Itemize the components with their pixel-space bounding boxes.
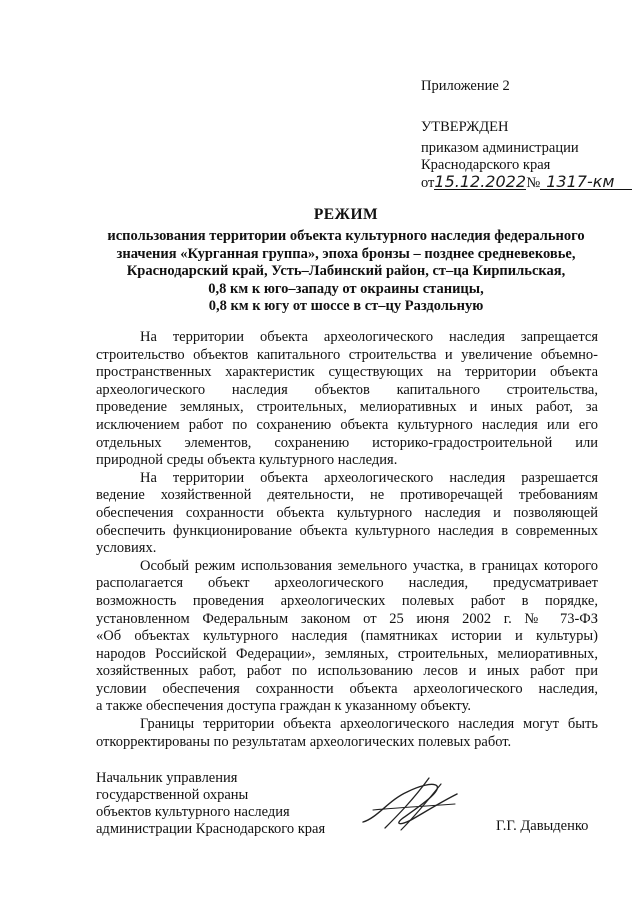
body-line: Особый режим использования земельного участка, в границах которого	[140, 557, 598, 574]
from-prefix: от	[421, 175, 435, 191]
body-line: ведение хозяйственной деятельности, не противоречащей требованиям	[96, 487, 598, 504]
signatory-position	[96, 770, 325, 838]
body-line: археологического наследия объектов капитального строительства,	[96, 381, 598, 398]
approval-line-1: приказом администрации	[421, 140, 579, 156]
subtitle-line: 0,8 км к югу от шоссе в ст–цу Раздольную	[208, 298, 484, 314]
body-line: проведение земляных, строительных, мелиоративных и иных работ, за	[96, 399, 598, 416]
approval-block	[421, 119, 632, 192]
approval-line-2: Краснодарского края	[421, 157, 551, 173]
document-body	[96, 329, 598, 751]
body-line: возможность проведения археологических полевых работ в порядке,	[96, 592, 598, 609]
handwritten-signature	[355, 770, 465, 840]
body-line: строительство объектов капитального строительства и увеличение объемно-	[96, 346, 598, 363]
subtitle-line: использования территории объекта культурного наследия федерального	[107, 228, 585, 244]
body-line: обеспечить функционирование объекта культурного наследия в современных	[96, 522, 598, 539]
body-line: условии обеспечения сохранности объекта археологического наследия,	[96, 680, 598, 697]
body-line: хозяйственных работ, работ по использованию лесов и иных работ при	[96, 663, 598, 680]
body-line: «Об объектах культурного наследия (памятниках истории и культуры)	[96, 628, 598, 645]
handwritten-number: 1317-км	[540, 174, 632, 190]
subtitle-line: значения «Курганная группа», эпоха бронзы – позднее средневековье,	[116, 245, 576, 262]
handwritten-date: 15.12.2022	[434, 172, 527, 191]
position-line: государственной охраны	[96, 787, 249, 803]
position-line: Начальник управления	[96, 770, 238, 786]
body-line: условиях.	[96, 540, 157, 557]
approval-date-line	[421, 174, 632, 192]
subtitle-line: 0,8 км к юго–западу от окраины станицы,	[208, 280, 484, 297]
body-line: На территории объекта археологического наследия запрещается	[140, 329, 598, 345]
number-prefix: №	[526, 175, 541, 191]
approval-title: УТВЕРЖДЕН	[421, 119, 509, 135]
position-line: администрации Краснодарского края	[96, 821, 326, 837]
body-line: обеспечения сохранности объекта культурного наследия и позволяющей	[96, 504, 598, 521]
document-subtitle	[90, 228, 602, 316]
body-line: установленном Федеральным законом от 25 июня 2002 г. № 73-ФЗ	[96, 610, 598, 627]
body-line: откорректированы по результатам археологических полевых работ.	[96, 733, 512, 750]
document-heading	[90, 206, 602, 316]
body-line: а также обеспечения доступа граждан к указанному объекту.	[96, 698, 471, 715]
subtitle-line: Краснодарский край, Усть–Лабинский район, ст–ца Кирпильская,	[126, 263, 566, 279]
body-line: располагается объект археологического наследия, предусматривает	[96, 575, 598, 592]
body-line: пространственных характеристик существующих на территории объекта	[96, 364, 598, 381]
body-line: исключением работ по сохранению объекта культурного наследия или его	[96, 416, 598, 433]
body-line: природной среды объекта культурного наследия.	[96, 452, 398, 469]
body-line: отдельных элементов, сохранению историко-градостроительной или	[96, 434, 598, 451]
signatory-name: Г.Г. Давыденко	[496, 818, 589, 834]
body-line: На территории объекта археологического наследия разрешается	[140, 469, 598, 486]
appendix-label: Приложение 2	[421, 78, 510, 94]
body-line: Границы территории объекта археологического наследия могут быть	[140, 716, 598, 733]
document-title: РЕЖИМ	[313, 206, 379, 223]
position-line: объектов культурного наследия	[96, 804, 290, 820]
body-line: народов Российской Федерации», земляных, строительных, мелиоративных,	[96, 645, 598, 662]
